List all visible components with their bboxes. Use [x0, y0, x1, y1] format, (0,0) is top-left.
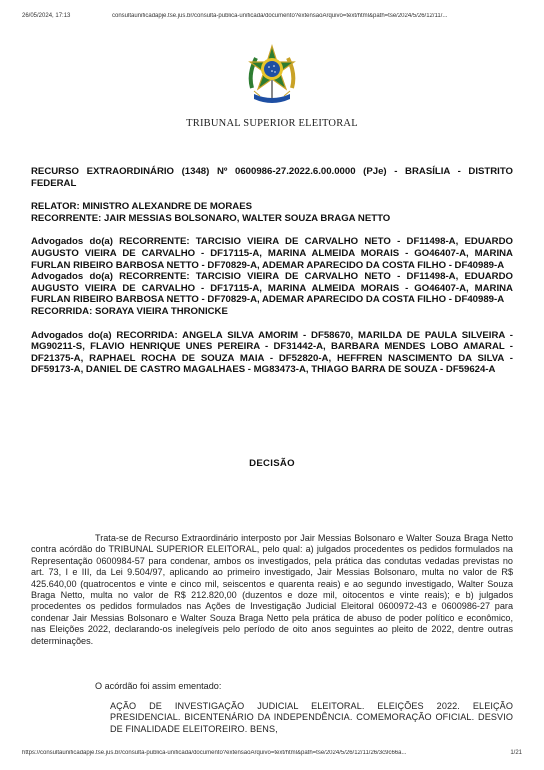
print-footer [22, 750, 522, 756]
emended-line: O acórdão foi assim ementado: [95, 681, 222, 691]
print-header [22, 13, 522, 19]
relator: RELATOR: MINISTRO ALEXANDRE DE MORAES [31, 201, 253, 213]
ementa-text: AÇÃO DE INVESTIGAÇÃO JUDICIAL ELEITORAL. ELEIÇÕES 2022. ELEIÇÃO PRESIDENCIAL. BICENTENÁRIO DA INDEPENDÊNCIA. COMEMORAÇÃO OFICIAL. DESVIO DE FINALIDADE ELEITOREIRO. BENS, [110, 701, 513, 734]
advogados-recorrente-2: Advogados do(a) RECORRENTE: TARCISIO VIEIRA DE CARVALHO NETO - DF11498-A, EDUARDO AUGUSTO VIEIRA DE CARVALHO - DF17115-A, MARINA ALMEIDA MORAIS - GO46407-A, MARINA FURLAN RIBEIRO BARBOSA NETTO - DF70829-A, ADEMAR APARECIDO DA COSTA FILHO - DF40989-A [31, 271, 513, 306]
coat-of-arms-emblem [246, 44, 298, 108]
body-paragraph: Trata-se de Recurso Extraordinário interposto por Jair Messias Bolsonaro e Walter Souza Braga Netto contra acórdão do TRIBUNAL SUPERIOR ELEITORAL, pelo qual: a) julgados procedentes os pedidos formulados na Representação 0600984-57 para condenar, ambos os investigados, pela prática das condutas vedadas previstas no art. 73, I e III, da Lei 9.504/97, aplicando ao primeiro investigado, Jair Messias Bolsonaro, multa no valor de R$ 425.640,00 (quatrocentos e vinte e cinco mil, seiscentos e quarenta reais) e ao segundo investigado, Walter Souza Braga Netto, multa no valor de R$ 212.820,00 (duzentos e doze mil, oitocentos e vinte reais); e b) julgados procedentes os pedidos formulados nas Ações de Investigação Judicial Eleitoral 0600972-43 e 0600986-27 para condenar Jair Messias Bolsonaro e Walter Souza Braga Netto pela prática de abuso de poder político e econômico, nas Eleições 2022, declarando-os inelegíveis pelo período de oito anos seguintes ao pleito de 2022, dentre outras determinações. [31, 533, 513, 646]
print-datetime: 26/05/2024, 17:13 [22, 13, 71, 19]
recorrida: RECORRIDA: SORAYA VIEIRA THRONICKE [31, 305, 228, 317]
recorrente: RECORRENTE: JAIR MESSIAS BOLSONARO, WALTER SOUZA BRAGA NETTO [31, 212, 391, 224]
decision-heading: DECISÃO [249, 458, 295, 469]
case-title: RECURSO EXTRAORDINÁRIO (1348) Nº 0600986-27.2022.6.00.0000 (PJe) - BRASÍLIA - DISTRITO FEDERAL [31, 166, 513, 189]
page-number: 1/21 [510, 750, 522, 756]
advogados-recorrente-1: Advogados do(a) RECORRENTE: TARCISIO VIEIRA DE CARVALHO NETO - DF11498-A, EDUARDO AUGUSTO VIEIRA DE CARVALHO - DF17115-A, MARINA ALMEIDA MORAIS - GO46407-A, MARINA FURLAN RIBEIRO BARBOSA NETTO - DF70829-A, ADEMAR APARECIDO DA COSTA FILHO - DF40989-A [31, 236, 513, 271]
advogados-recorrida: Advogados do(a) RECORRIDA: ANGELA SILVA AMORIM - DF58670, MARILDA DE PAULA SILVEIRA - MG90211-S, FLAVIO HENRIQUE UNES PEREIRA - DF31442-A, BARBARA MENDES LOBO AMARAL - DF21375-A, RAPHAEL ROCHA DE SOUZA MAIA - DF52820-A, HEFFREN NASCIMENTO DA SILVA - DF59173-A, DANIEL DE CASTRO MAGALHAES - MG83473-A, THIAGO BARRA DE SOUZA - DF59624-A [31, 329, 513, 376]
case-header [31, 166, 513, 376]
print-url: consultaunificadapje.tse.jus.br/consulta-publica-unificada/documento?extensaoArquivo=text/html&path=tse/2024/5/26/12/11/... [112, 13, 448, 19]
court-name: TRIBUNAL SUPERIOR ELEITORAL [186, 118, 358, 129]
footer-url: https://consultaunificadapje.tse.jus.br/consulta-publica-unificada/documento?extensaoArquivo=text/html&path=tse/2024/5/26/12/11/26/3c9c66a... [22, 750, 407, 756]
decision-body [31, 533, 513, 647]
